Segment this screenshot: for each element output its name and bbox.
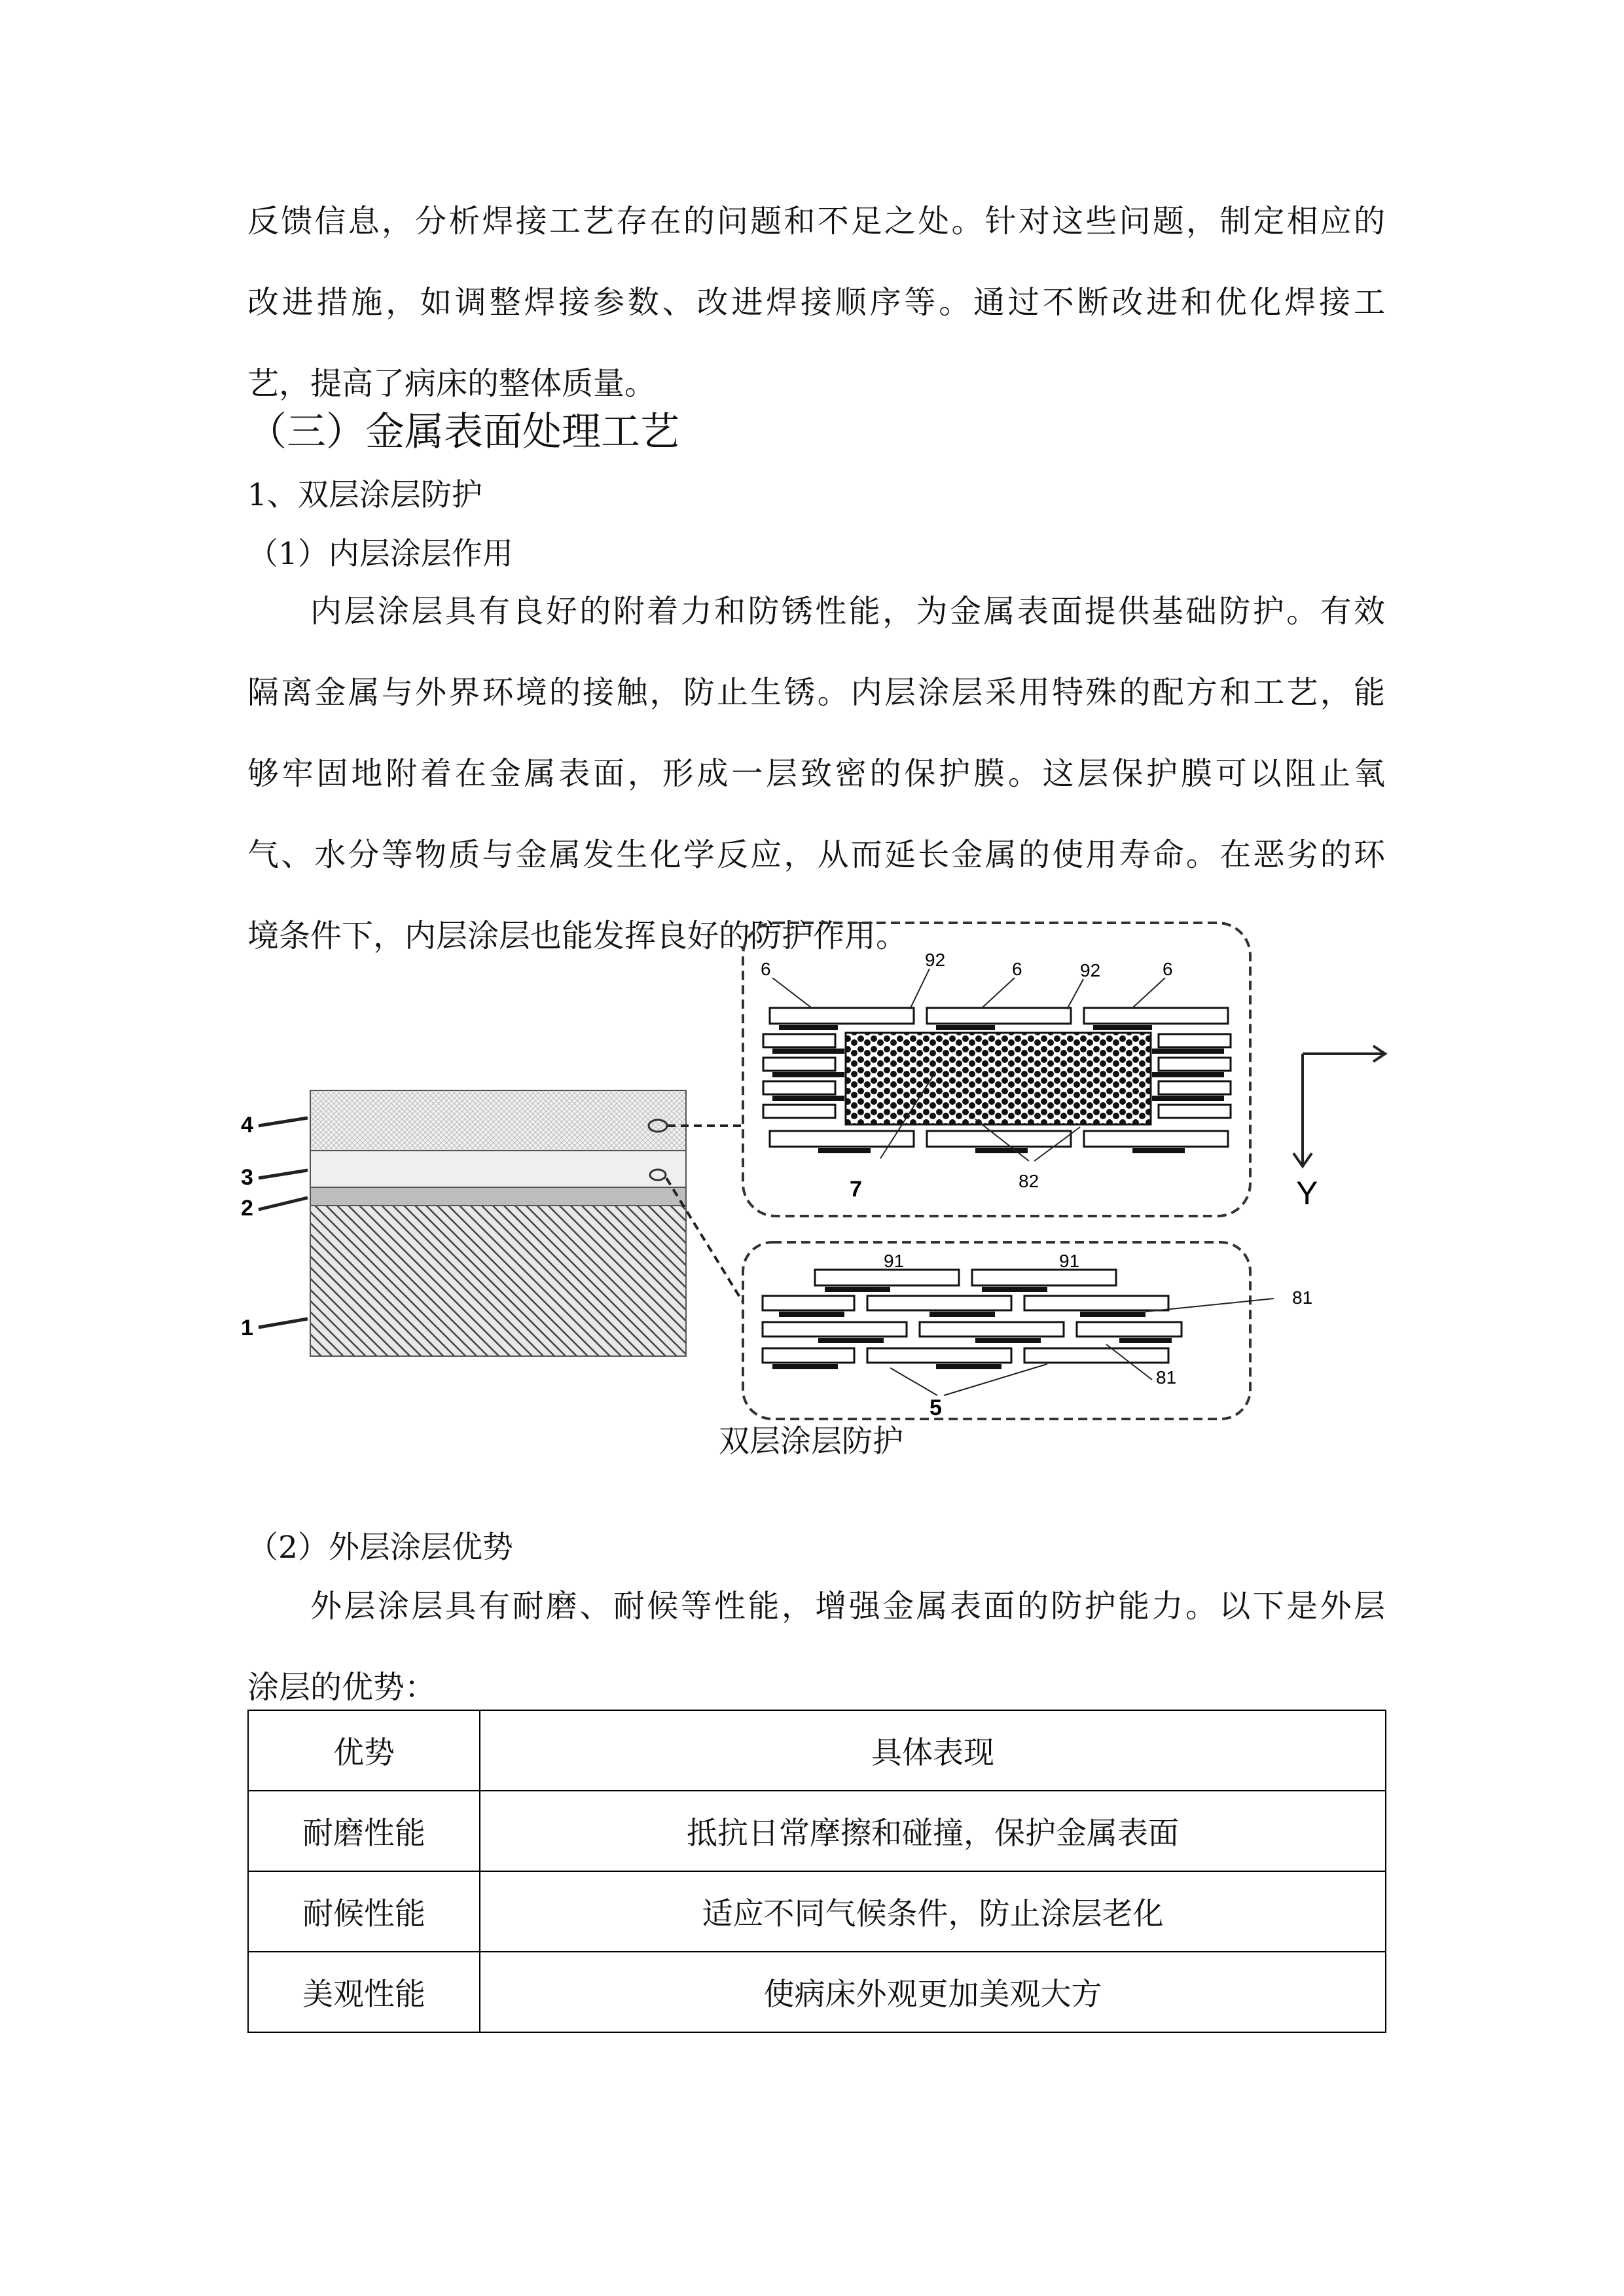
table-cell: 美观性能 bbox=[248, 1952, 480, 2032]
table-header-detail: 具体表现 bbox=[480, 1710, 1386, 1791]
label-6-b: 6 bbox=[1012, 959, 1022, 979]
label-7: 7 bbox=[850, 1177, 862, 1202]
table-header-row bbox=[248, 1710, 1386, 1791]
table-cell: 耐磨性能 bbox=[248, 1791, 480, 1871]
text-line: 艺，提高了病床的整体质量。 bbox=[247, 365, 657, 402]
paragraph-welding-feedback bbox=[247, 181, 1385, 424]
label-91-a: 91 bbox=[884, 1251, 905, 1271]
table-header-advantage: 优势 bbox=[248, 1710, 480, 1791]
label-6-c: 6 bbox=[1163, 959, 1173, 979]
label-6-a: 6 bbox=[761, 959, 771, 979]
table-cell: 抵抗日常摩擦和碰撞，保护金属表面 bbox=[480, 1791, 1386, 1871]
inner-heading: （1）内层涂层作用 bbox=[247, 536, 513, 572]
label-92-b: 92 bbox=[1080, 960, 1101, 980]
table-cell: 耐候性能 bbox=[248, 1871, 480, 1952]
axis-label-y: Y bbox=[1296, 1175, 1318, 1211]
table-row bbox=[248, 1871, 1386, 1952]
layer-label-2: 2 bbox=[241, 1196, 253, 1221]
table-cell: 适应不同气候条件，防止涂层老化 bbox=[480, 1871, 1386, 1952]
table-row bbox=[248, 1791, 1386, 1871]
table-row bbox=[248, 1952, 1386, 2032]
label-82: 82 bbox=[1019, 1171, 1039, 1191]
section-title: （三）金属表面处理工艺 bbox=[247, 409, 679, 455]
particle-layer bbox=[846, 1033, 1151, 1124]
layer-stack bbox=[310, 1090, 686, 1356]
layer-label-3: 3 bbox=[241, 1165, 253, 1190]
axis-arrows bbox=[1293, 1046, 1385, 1166]
text-line: 境条件下，内层涂层也能发挥良好的防护作用。 bbox=[247, 918, 908, 954]
text-line: 隔离金属与外界环境的接触，防止生锈。内层涂层采用特殊的配方和工艺，能 bbox=[247, 674, 1385, 711]
text-line: 反馈信息，分析焊接工艺存在的问题和不足之处。针对这些问题，制定相应的 bbox=[247, 203, 1385, 240]
outer-heading: （2）外层涂层优势 bbox=[247, 1530, 513, 1566]
text-line: 涂层的优势： bbox=[247, 1669, 437, 1706]
layer-label-1: 1 bbox=[241, 1316, 253, 1340]
coating-diagram bbox=[229, 910, 1388, 1433]
text-line: 改进措施，如调整焊接参数、改进焊接顺序等。通过不断改进和优化焊接工 bbox=[247, 284, 1385, 321]
paragraph-outer-coating bbox=[247, 1566, 1385, 1728]
label-81-b: 81 bbox=[1156, 1367, 1177, 1388]
advantages-table bbox=[247, 1710, 1386, 2033]
figure-caption: 双层涂层防护 bbox=[719, 1424, 903, 1460]
table-cell: 使病床外观更加美观大方 bbox=[480, 1952, 1386, 2032]
text-line: 外层涂层具有耐磨、耐候等性能，增强金属表面的防护能力。以下是外层 bbox=[310, 1588, 1385, 1624]
label-91-b: 91 bbox=[1059, 1251, 1080, 1271]
layer-label-4: 4 bbox=[241, 1113, 253, 1138]
text-line: 够牢固地附着在金属表面，形成一层致密的保护膜。这层保护膜可以阻止氧 bbox=[247, 755, 1385, 792]
label-81-a: 81 bbox=[1292, 1287, 1313, 1308]
subsection-title: 1、双层涂层防护 bbox=[247, 477, 482, 513]
label-5: 5 bbox=[929, 1395, 942, 1420]
text-line: 内层涂层具有良好的附着力和防锈性能，为金属表面提供基础防护。有效 bbox=[310, 593, 1385, 630]
label-92-a: 92 bbox=[925, 950, 946, 970]
text-line: 气、水分等物质与金属发生化学反应，从而延长金属的使用寿命。在恶劣的环 bbox=[247, 836, 1385, 873]
